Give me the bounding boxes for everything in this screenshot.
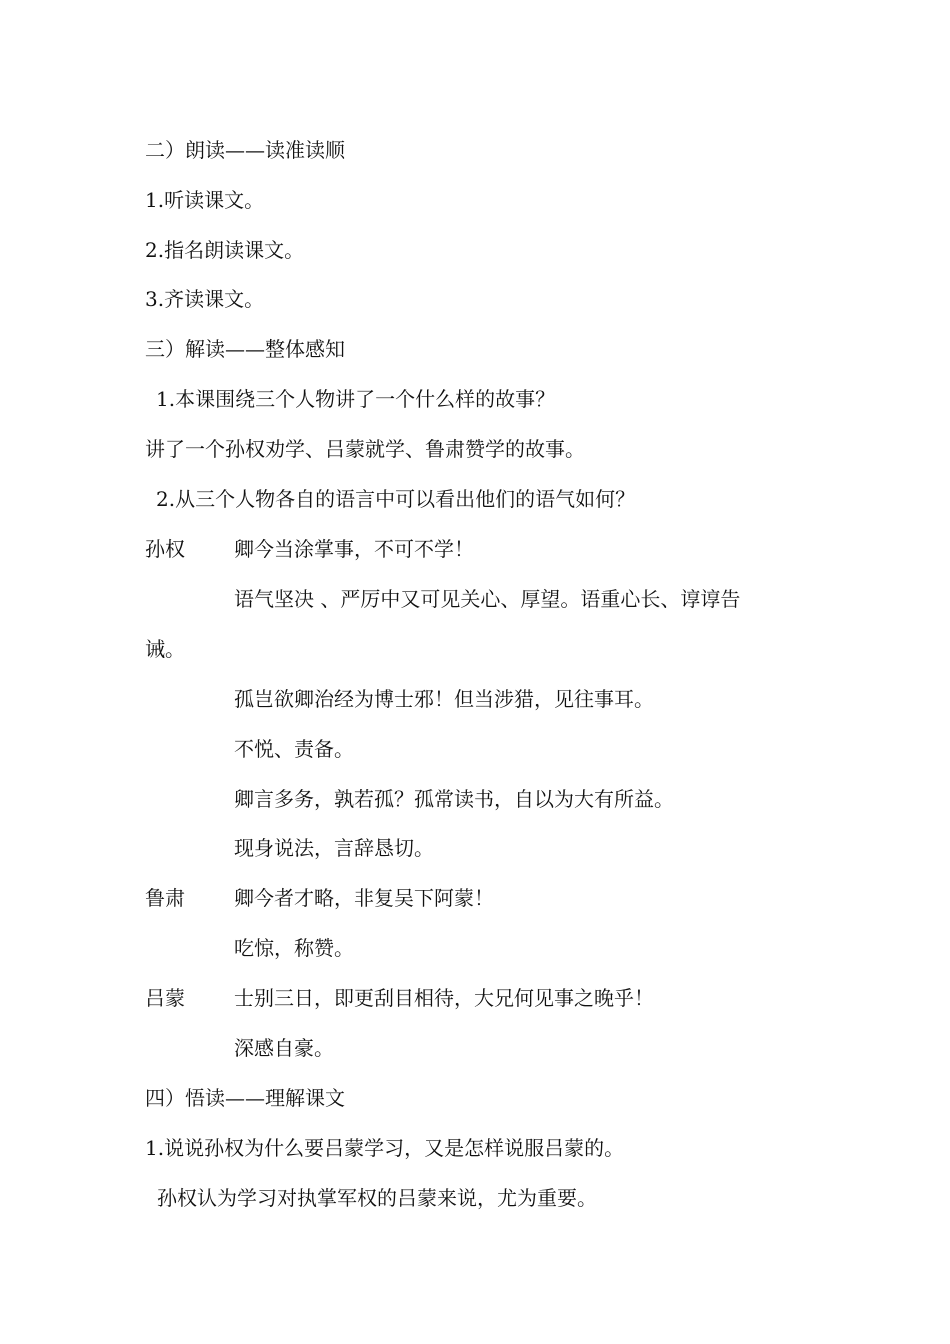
tone-comment: 深感自豪。	[234, 1036, 334, 1060]
quote: 卿言多务，孰若孤？孤常读书，自以为大有所益。	[234, 787, 674, 811]
answer-1: 讲了一个孙权劝学、吕蒙就学、鲁肃赞学的故事。	[145, 437, 585, 461]
section-heading-4: 四）悟读——理解课文	[145, 1086, 345, 1110]
list-item: 2.指名朗读课文。	[145, 238, 305, 262]
tone-comment: 吃惊，称赞。	[234, 936, 354, 960]
section-heading-3: 三）解读——整体感知	[145, 337, 345, 361]
tone-comment-continued: 诫。	[145, 637, 185, 661]
speaker-name: 吕蒙	[145, 986, 185, 1010]
quote: 士别三日，即更刮目相待，大兄何见事之晚乎！	[234, 986, 654, 1010]
tone-comment: 语气坚决 、严厉中又可见关心、厚望。语重心长、谆谆告	[234, 587, 741, 611]
list-item: 3.齐读课文。	[145, 287, 265, 311]
question-2: 2.从三个人物各自的语言中可以看出他们的语气如何？	[156, 487, 636, 511]
tone-comment: 现身说法，言辞恳切。	[234, 836, 434, 860]
question-1: 1.本课围绕三个人物讲了一个什么样的故事？	[156, 387, 556, 411]
list-item: 1.听读课文。	[145, 188, 265, 212]
speaker-row-sunquan	[145, 534, 705, 564]
section-heading-2: 二）朗读——读准读顺	[145, 138, 345, 162]
answer-3: 孙权认为学习对执掌军权的吕蒙来说，尤为重要。	[157, 1186, 597, 1210]
quote: 卿今者才略，非复吴下阿蒙！	[234, 886, 494, 910]
quote: 卿今当涂掌事，不可不学！	[234, 537, 474, 561]
speaker-row-lvmeng	[145, 983, 705, 1013]
quote: 孤岂欲卿治经为博士邪！但当涉猎，见往事耳。	[234, 687, 654, 711]
question-3: 1.说说孙权为什么要吕蒙学习，又是怎样说服吕蒙的。	[145, 1136, 625, 1160]
speaker-name: 孙权	[145, 537, 185, 561]
speaker-name: 鲁肃	[145, 886, 185, 910]
speaker-row-lusu	[145, 883, 705, 913]
tone-comment: 不悦、责备。	[234, 737, 354, 761]
